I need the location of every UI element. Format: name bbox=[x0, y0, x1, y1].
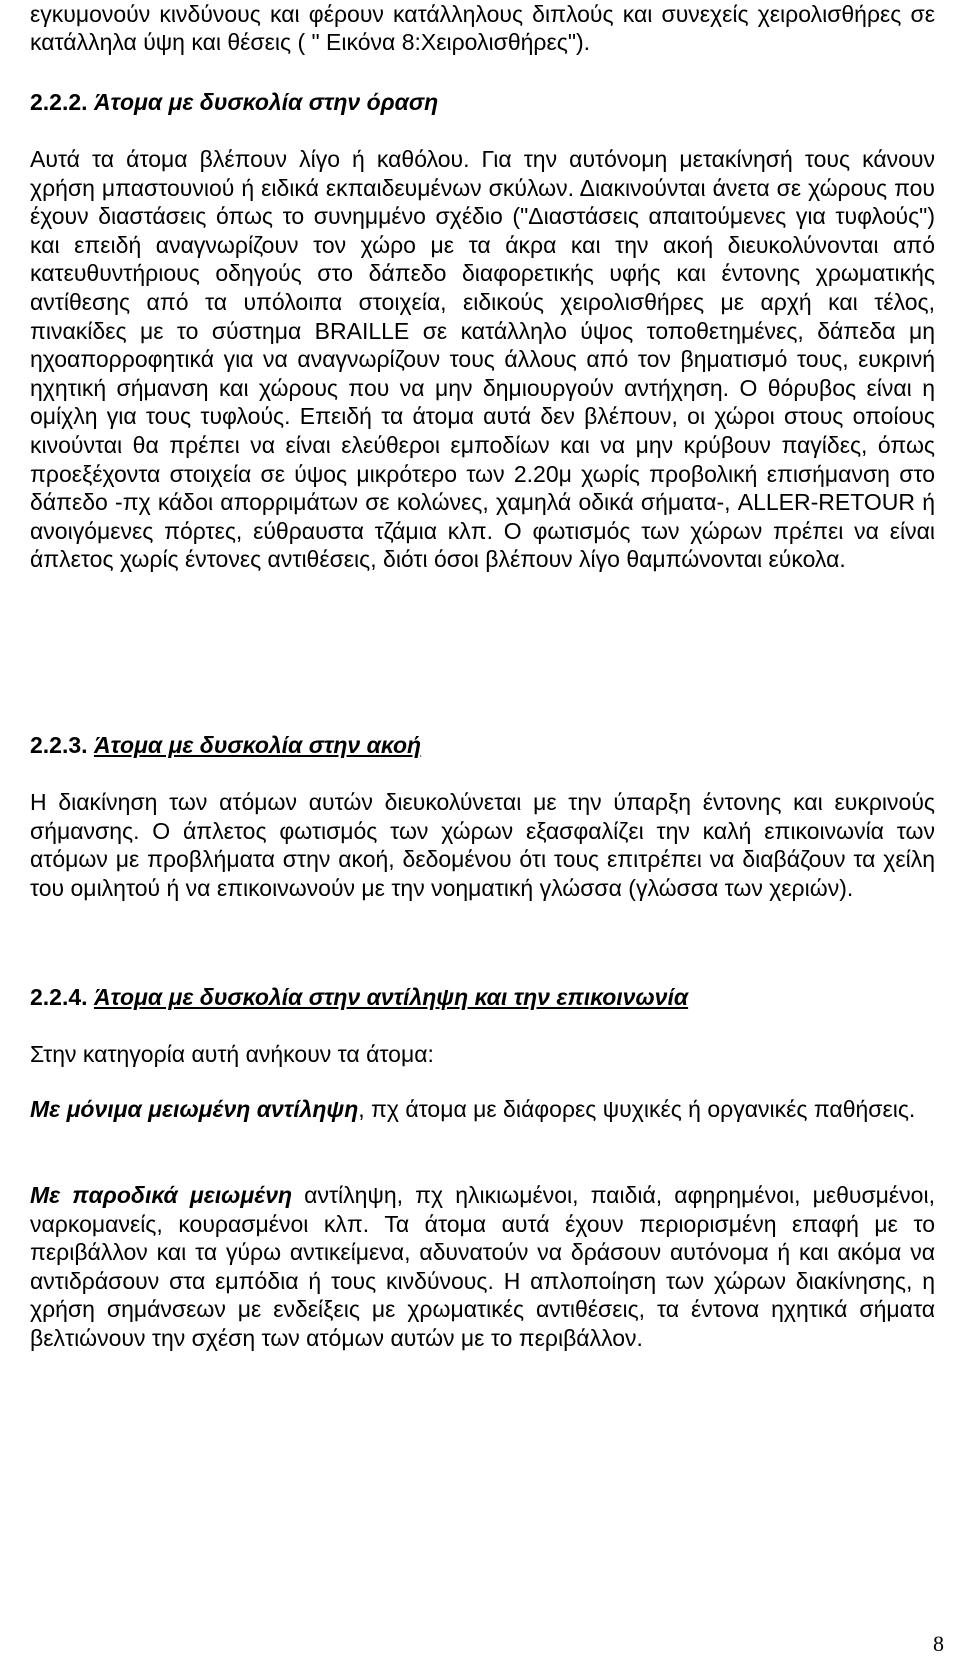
section-2-2-3-body: Η διακίνηση των ατόμων αυτών διευκολύνεται με την ύπαρξη έντονης και ευκρινούς σήμανσης. Ο άπλετος φωτισμός των χώρων εξασφαλίζει την καλή επικοινωνία των ατόμων με προβλήματα στην ακοή, δεδομένου ότι τους επιτρέπει να διαβάζουν τα χείλη του ομιλητού ή να επικοινωνούν με την νοηματική γλώσσα (γλώσσα των χεριών). bbox=[30, 789, 935, 901]
section-title: Άτομα με δυσκολία στην αντίληψη και την επικοινωνία bbox=[93, 984, 689, 1010]
temporary-reduced-perception-paragraph bbox=[30, 1181, 935, 1353]
lead-prefix: Με bbox=[30, 1096, 67, 1122]
section-number: 2.2.2. bbox=[30, 89, 88, 115]
section-2-2-4-heading bbox=[30, 983, 935, 1011]
permanent-reduced-perception-paragraph bbox=[30, 1095, 935, 1123]
section-title: Άτομα με δυσκολία στην όραση bbox=[93, 89, 439, 115]
lead-emphasis: μόνιμα μειωμένη αντίληψη bbox=[66, 1096, 359, 1122]
page-number: 8 bbox=[933, 1631, 944, 1656]
paragraph-text: αντίληψη, πχ ηλικιωμένοι, παιδιά, αφηρημένοι, μεθυσμένοι, ναρκομανείς, κουρασμένοι κλπ. Τα άτομα αυτά έχουν περιορισμένη επαφή με το περιβάλλον και τα γύρω αντικείμενα, αδυνατούν να δράσουν αυτόνομα ή και ακόμα να αντιδράσουν στα εμπόδια ή τους κινδύνους. Η απλοποίηση των χώρων διακίνησης, η χρήση σημάνσεων με ενδείξεις με χρωματικές αντιθέσεις, τα έντονα ηχητικά σήματα βελτιώνουν την σχέση των ατόμων αυτών με το περιβάλλον. bbox=[30, 1182, 935, 1351]
intro-paragraph: εγκυμονούν κινδύνους και φέρουν κατάλληλους διπλούς και συνεχείς χειρολισθήρες σε κατάλληλα ύψη και θέσεις ( " Εικόνα 8:Χειρολισθήρες"). bbox=[30, 1, 935, 56]
paragraph-text: , πχ άτομα με διάφορες ψυχικές ή οργανικές παθήσεις. bbox=[358, 1096, 916, 1122]
lead-emphasis: παροδικά μειωμένη bbox=[72, 1182, 293, 1208]
section-2-2-4-intro: Στην κατηγορία αυτή ανήκουν τα άτομα: bbox=[30, 1041, 434, 1067]
section-2-2-3-heading bbox=[30, 731, 935, 759]
section-2-2-2-heading bbox=[30, 88, 935, 116]
section-2-2-2-body: Αυτά τα άτομα βλέπουν λίγο ή καθόλου. Για την αυτόνομη μετακίνησή τους κάνουν χρήση μπαστουνιού ή ειδικά εκπαιδευμένων σκύλων. Διακινούνται άνετα σε χώρους που έχουν διαστάσεις όπως το συνημμένο σχέδιο ("Διαστάσεις απαιτούμενες για τυφλούς") και επειδή αναγνωρίζουν τον χώρο με τα άκρα και την ακοή διευκολύνονται από κατευθυντήριους οδηγούς στο δάπεδο διαφορετικής υφής και έντονης χρωματικής αντίθεσης από τα υπόλοιπα στοιχεία, ειδικούς χειρολισθήρες με αρχή και τέλος, πινακίδες με το σύστημα BRAILLE σε κατάλληλο ύψος τοποθετημένες, δάπεδα μη ηχοαπορροφητικά για να αναγνωρίζουν τους άλλους από τον βηματισμό τους, ευκρινή ηχητική σήμανση και χώρους που να μην δημιουργούν αντήχηση. Ο θόρυβος είναι η ομίχλη για τους τυφλούς. Επειδή τα άτομα αυτά δεν βλέπουν, οι χώροι στους οποίους κινούνται θα πρέπει να είναι ελεύθεροι εμποδίων και να μην κρύβουν παγίδες, όπως προεξέχοντα στοιχεία σε ύψος μικρότερο των 2.20μ χωρίς προβολική επισήμανση στο δάπεδο -πχ κάδοι απορριμάτων σε κολώνες, χαμηλά οδικά σήματα-, ALLER-RETOUR ή ανοιγόμενες πόρτες, εύθραυστα τζάμια κλπ. Ο φωτισμός των χώρων πρέπει να είναι άπλετος χωρίς έντονες αντιθέσεις, διότι όσοι βλέπουν λίγο θαμπώνονται εύκολα. bbox=[30, 146, 935, 573]
lead-prefix: Με bbox=[30, 1182, 73, 1208]
section-title: Άτομα με δυσκολία στην ακοή bbox=[93, 732, 422, 758]
section-number: 2.2.3. bbox=[30, 732, 88, 758]
section-number: 2.2.4. bbox=[30, 984, 88, 1010]
